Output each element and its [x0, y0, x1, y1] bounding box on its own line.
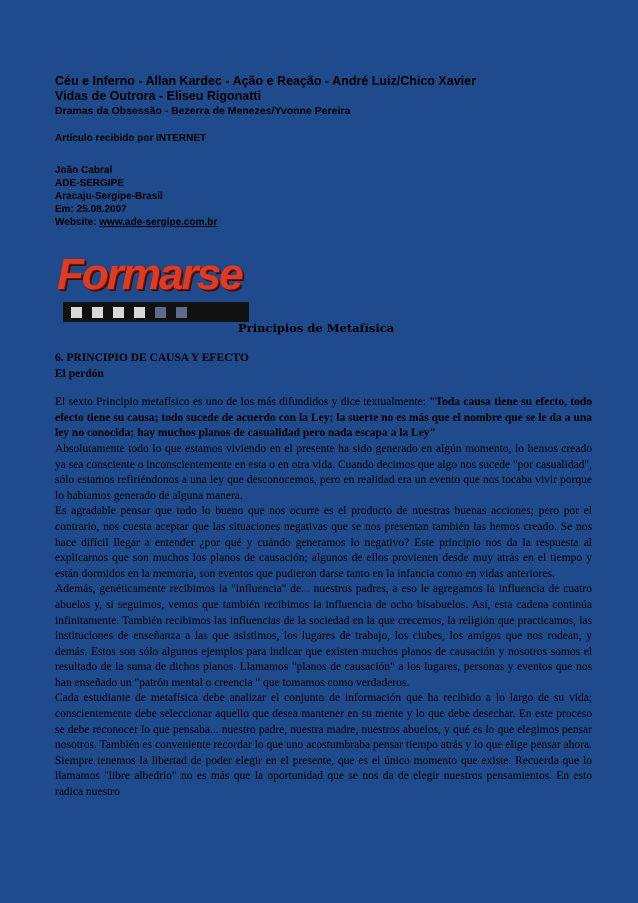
section-title: 6. PRINCIPIO DE CAUSA Y EFECTO	[55, 352, 249, 364]
received-note: Artículo recibido por INTERNET	[55, 133, 207, 144]
header-line-2: Vidas de Outrora - Eliseu Rigonatti	[55, 89, 262, 103]
logo-square-icon	[176, 307, 187, 318]
section-subtitle: El perdón	[55, 367, 104, 380]
header-line-3: Dramas da Obsessão - Bezerra de Menezes/Yvonne Pereira	[55, 105, 351, 117]
logo-square-icon	[155, 307, 166, 318]
body-paragraph: Es agradable pensar que todo lo bueno que nos ocurre es el producto de nuestras buenas acciones; pero por el contrario, nos cuesta aceptar que las situaciones negativas que se nos presentan también las hemos creado. Se nos hace difícil llegar a entender ¿por qué y cuándo generamos lo negativo? Este principio nos da la respuesta al explicarnos que son muchos los planos de causación; algunos de ellos provienen desde muy atrás en el tiempo y están dormidos en la memoria, son eventos que pudieron darse tanto en la infancia como en vidas anteriores.	[55, 505, 592, 580]
article-date: Em: 25.08.2007	[55, 204, 127, 215]
intro-text: El sexto Principio metafísico es uno de los más difundidos y dice textualmente:	[55, 396, 430, 409]
formarse-logo	[55, 252, 251, 322]
logo-square-icon	[113, 307, 124, 318]
author-org: ADE-SERGIPE	[55, 178, 124, 189]
logo-square-icon	[71, 307, 82, 318]
principle-quote: "Toda causa tiene su efecto, todo efecto tiene su causa; todo sucede de acuerdo con la Ley; la suerte no es más que el nombre que se le da a una ley no conocida; hay muchos planos de casualidad pero nada escapa a la Ley"	[55, 396, 592, 440]
body-paragraph: Absolutamente todo lo que estamos viviendo en el presente ha sido generado en algún momento, lo hemos creado ya sea consciente o inconscientemente en esta o en otra vida. Cuando decimos que algo nos sucede "por casualidad", sólo estamos refiriéndonos a una ley que desconocemos, pero en realidad era un evento que nos tocaba vivir porque lo habíamos generado de alguna manera.	[55, 442, 592, 502]
logo-squares-bar	[63, 302, 249, 322]
website-label: Website:	[55, 217, 100, 228]
logo-wordmark: Formarse	[57, 250, 242, 299]
intro-paragraph	[55, 395, 592, 442]
article-body	[55, 351, 592, 801]
body-paragraph: Cada estudiante de metafísica debe analizar el conjunto de información que ha recibido a lo largo de su vida; conscientemente debe seleccionar aquello que desea mantener en su mente y lo que debe desechar. En este proceso se debe reconocer lo que pensaba... nuestro padre, nuestra madre, nuestros abuelos, y qué es lo que elegimos pensar nosotros. También es conveniente recordar lo que uno acostumbraba pensar tiempo atrás y lo que elige pensar ahora. Siempre tenemos la libertad de poder elegir en el presente, que es el único momento que existe. Recuerda que lo llamamos "libre albedrío" no es más que la oportunidad que se nos da de elegir nuestros pensamientos. En esto radica nuestro	[55, 692, 592, 799]
website-line	[55, 216, 595, 229]
logo-square-icon	[92, 307, 103, 318]
document-subtitle: Principios de Metafísica	[238, 321, 395, 335]
logo-square-icon	[134, 307, 145, 318]
body-paragraph: Además, genéticamente recibimos la "influencia" de... nuestros padres, a eso le agregamos la influencia de cuatro abuelos y, si seguimos, vemos que también recibimos la influencia de ocho bisabuelos. Así, esta cadena continúa infinitamente. También recibimos las influencias de la sociedad en la que crecemos, la religión que practicamos, las instituciones de enseñanza a las que asistimos, los lugares de trabajo, los clubes, los amigos que nos rodean, y demás. Estos son sólo algunos ejemplos para indicar que existen muchos planos de causación y nosotros somos el resultado de la suma de dichos planos. Llamamos "planos de causación" a los lugares, personas y eventos que nos han enseñado un "patrón mental o creencia " que tomamos como verdaderos.	[55, 583, 592, 689]
author-name: João Cabral	[55, 165, 113, 176]
document-header	[55, 74, 595, 229]
author-city: Aracaju-Sergipe-Brasil	[55, 191, 163, 202]
website-link[interactable]: www.ade-sergipe.com.br	[99, 217, 218, 228]
header-line-1: Céu e Inferno - Allan Kardec - Ação e Reação - André Luiz/Chico Xavier	[55, 74, 476, 88]
